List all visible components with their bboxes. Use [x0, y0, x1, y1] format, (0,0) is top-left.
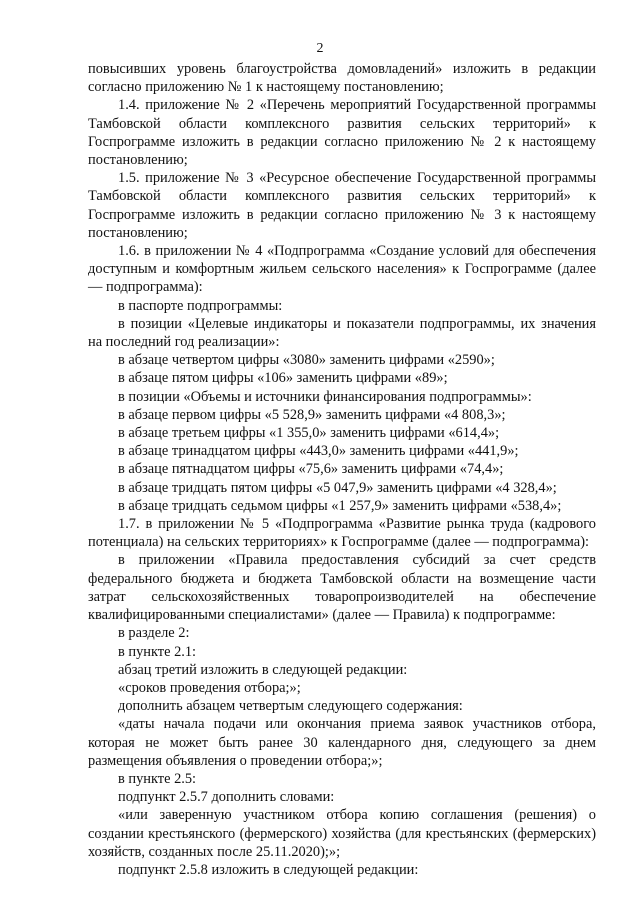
paragraph: в абзаце первом цифры «5 528,9» заменить цифрами «4 808,3»; — [118, 406, 506, 423]
paragraph: в разделе 2: — [118, 625, 190, 642]
paragraph: в абзаце пятнадцатом цифры «75,6» заменить цифрами «74,4»; — [118, 461, 504, 478]
paragraph: в пункте 2.5: — [118, 770, 197, 787]
paragraph: в абзаце четвертом цифры «3080» заменить цифрами «2590»; — [118, 352, 495, 369]
paragraph: «сроков проведения отбора;»; — [118, 679, 301, 696]
paragraph: в абзаце пятом цифры «106» заменить цифрами «89»; — [118, 370, 448, 387]
paragraph: в абзаце тридцать седьмом цифры «1 257,9» заменить цифрами «538,4»; — [118, 497, 562, 514]
paragraph: подпункт 2.5.7 дополнить словами: — [118, 789, 335, 806]
paragraph: в приложении «Правила предоставления субсидий за счет средств федерального бюджета и бюджета Тамбовской области на возмещение части затрат сельскохозяйственных товаропроизводителей на обеспечение квалифицированными специалистами» (далее — Правила) к подпрограмме: — [88, 552, 596, 624]
paragraph: в паспорте подпрограммы: — [118, 297, 283, 314]
paragraph: 1.4. приложение № 2 «Перечень мероприятий Государственной программы Тамбовской области комплексного развития сельских территорий» к Госпрограмме изложить в редакции согласно приложению № 2 к настоящему постановлению; — [88, 97, 596, 169]
paragraph: 1.5. приложение № 3 «Ресурсное обеспечение Государственной программы Тамбовской области комплексного развития сельских территорий» к Госпрограмме изложить в редакции согласно приложению № 3 к настоящему постановлению; — [88, 170, 596, 241]
paragraph: 1.7. в приложении № 5 «Подпрограмма «Развитие рынка труда (кадрового потенциала) на сельских территориях» к Госпрограмме (далее — подпрограмма): — [88, 516, 596, 551]
paragraph: «или заверенную участником отбора копию соглашения (решения) о создании крестьянского (фермерского) хозяйства (для крестьянских (фермерских) хозяйств, созданных после 25.11.2020);»; — [88, 807, 596, 860]
paragraph: в абзаце третьем цифры «1 355,0» заменить цифрами «614,4»; — [118, 425, 500, 442]
paragraph: 1.6. в приложении № 4 «Подпрограмма «Создание условий для обеспечения доступным и комфортным жильем сельского населения» к Госпрограмме (далее — подпрограмма): — [88, 243, 596, 296]
paragraph: дополнить абзацем четвертым следующего содержания: — [118, 698, 463, 715]
document-body — [88, 60, 596, 879]
paragraph: в абзаце тридцать пятом цифры «5 047,9» заменить цифрами «4 328,4»; — [118, 479, 557, 496]
page-number: 2 — [316, 41, 324, 56]
paragraph: подпункт 2.5.8 изложить в следующей редакции: — [118, 861, 419, 878]
paragraph: «даты начала подачи или окончания приема заявок участников отбора, которая не может быть ранее 30 календарного дня, следующего за днем размещения объявления о проведении отбора;»; — [88, 716, 596, 769]
paragraph: в позиции «Объемы и источники финансирования подпрограммы»: — [118, 388, 532, 405]
paragraph: в абзаце тринадцатом цифры «443,0» заменить цифрами «441,9»; — [118, 443, 519, 460]
paragraph: в позиции «Целевые индикаторы и показатели подпрограммы, их значения на последний год реализации»: — [88, 315, 596, 351]
paragraph: в пункте 2.1: — [118, 643, 197, 660]
paragraph: абзац третий изложить в следующей редакции: — [118, 661, 408, 678]
paragraph: повысивших уровень благоустройства домовладений» изложить в редакции согласно приложению № 1 к настоящему постановлению; — [88, 61, 596, 96]
